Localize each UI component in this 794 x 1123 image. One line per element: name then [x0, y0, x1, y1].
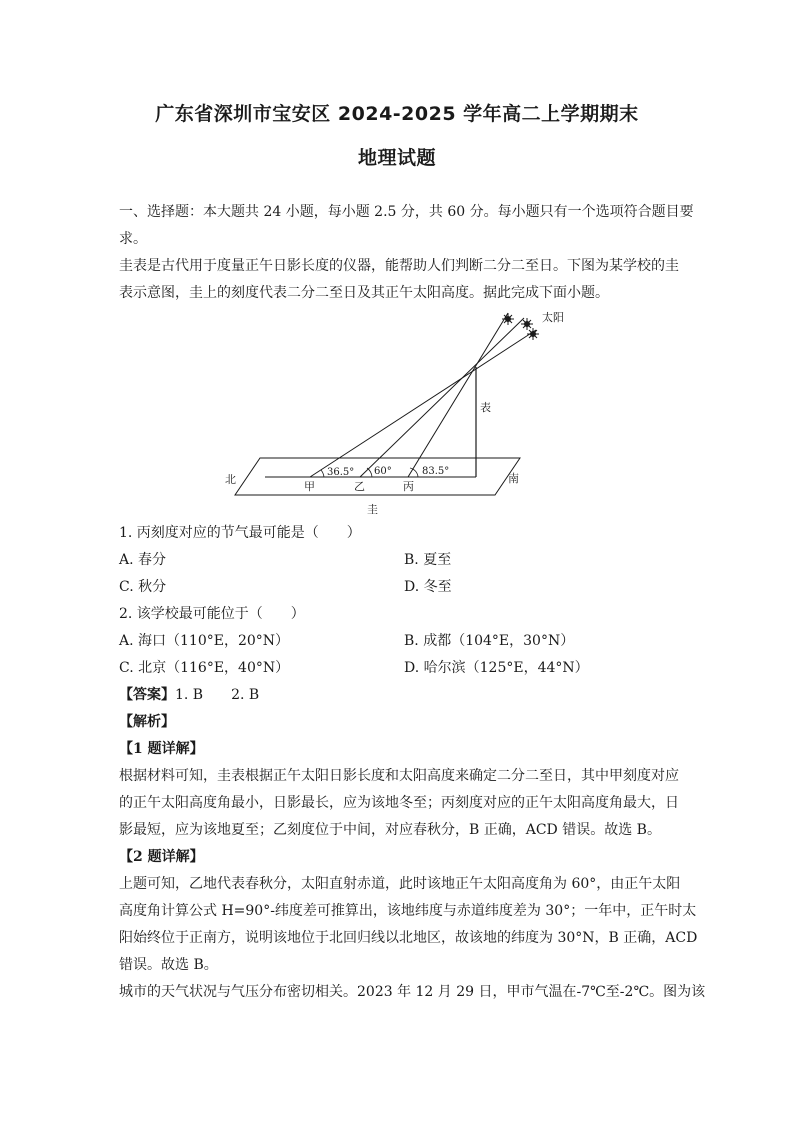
question-1-stem: 1. 丙刻度对应的节气最可能是（ ）	[119, 525, 361, 541]
q1-option-c[interactable]: C. 秋分	[119, 579, 167, 595]
section-heading: 一、选择题：本大题共 24 小题，每小题 2.5 分，共 60 分。每小题只有一个选项符合题目要	[119, 204, 694, 220]
angle-bing: 83.5°	[422, 466, 450, 477]
q2-analysis-line-1: 上题可知，乙地代表春秋分，太阳直射赤道，此时该地正午太阳高度角为 60°，由正午太阳	[119, 876, 681, 892]
gnomon-diagram	[220, 305, 564, 517]
page-title: 广东省深圳市宝安区 2024-2025 学年高二上学期期末	[155, 103, 639, 125]
q1-option-d[interactable]: D. 冬至	[404, 579, 452, 595]
sun-label: 太阳	[542, 311, 564, 324]
q2-analysis-line-3: 阳始终位于正南方，说明该地位于北回归线以北地区，故该地的纬度为 30°N，B 正确，ACD	[119, 930, 698, 946]
q2-analysis-line-4: 错误。故选 B。	[119, 957, 218, 973]
angle-yi: 60°	[374, 466, 392, 477]
intro-line-2: 表示意图，圭上的刻度代表二分二至日及其正午太阳高度。据此完成下面小题。	[119, 285, 609, 301]
q1-option-b[interactable]: B. 夏至	[404, 552, 452, 568]
analysis-label: 【解析】	[119, 714, 175, 730]
q1-analysis-line-3: 影最短，应为该地夏至；乙刻度位于中间，对应春秋分，B 正确，ACD 错误。故选 B。	[119, 822, 661, 838]
intro-line-1: 圭表是古代用于度量正午日影长度的仪器，能帮助人们判断二分二至日。下图为某学校的圭	[119, 258, 679, 274]
question-2-stem: 2. 该学校最可能位于（ ）	[119, 606, 305, 622]
q2-analysis-heading: 【2 题详解】	[119, 849, 204, 865]
q1-analysis-line-1: 根据材料可知，圭表根据正午太阳日影长度和太阳高度来确定二分二至日，其中甲刻度对应	[119, 768, 679, 784]
angle-jia: 36.5°	[327, 467, 355, 478]
q1-analysis-heading: 【1 题详解】	[119, 741, 204, 757]
ray-jia	[310, 330, 536, 477]
q2-option-a[interactable]: A. 海口（110°E，20°N）	[119, 633, 290, 649]
answer-value: 1. B 2. B	[175, 687, 260, 703]
angle-arc-jia	[321, 470, 324, 477]
gui-label: 圭	[367, 503, 378, 516]
ray-yi	[360, 318, 524, 477]
mark-jia: 甲	[304, 480, 315, 493]
mark-bing: 丙	[403, 480, 414, 493]
page-subtitle: 地理试题	[357, 147, 436, 169]
q1-analysis-line-2: 的正午太阳高度角最小，日影最长，应为该地冬至；丙刻度对应的正午太阳高度角最大，日	[119, 795, 679, 811]
sun-icon	[502, 313, 514, 325]
gnomon-label: 表	[480, 401, 491, 414]
next-intro-line-1: 城市的天气状况与气压分布密切相关。2023 年 12 月 29 日，甲市气温在-7℃至-2℃。图为该	[119, 984, 706, 1000]
south-label: 南	[508, 472, 519, 485]
ray-bing	[408, 313, 508, 477]
answer-row	[119, 682, 259, 709]
north-label: 北	[225, 473, 236, 486]
section-heading-cont: 求。	[119, 231, 147, 247]
q2-option-c[interactable]: C. 北京（116°E，40°N）	[119, 660, 290, 676]
q2-option-b[interactable]: B. 成都（104°E，30°N）	[404, 633, 575, 649]
mark-yi: 乙	[354, 480, 365, 493]
answer-label: 【答案】	[119, 687, 175, 703]
sun-icon	[527, 328, 539, 340]
q2-analysis-line-2: 高度角计算公式 H=90°-纬度差可推算出，该地纬度与赤道纬度差为 30°；一年中，正午时太	[119, 903, 697, 919]
q2-option-d[interactable]: D. 哈尔滨（125°E，44°N）	[404, 660, 589, 676]
q1-option-a[interactable]: A. 春分	[119, 552, 167, 568]
